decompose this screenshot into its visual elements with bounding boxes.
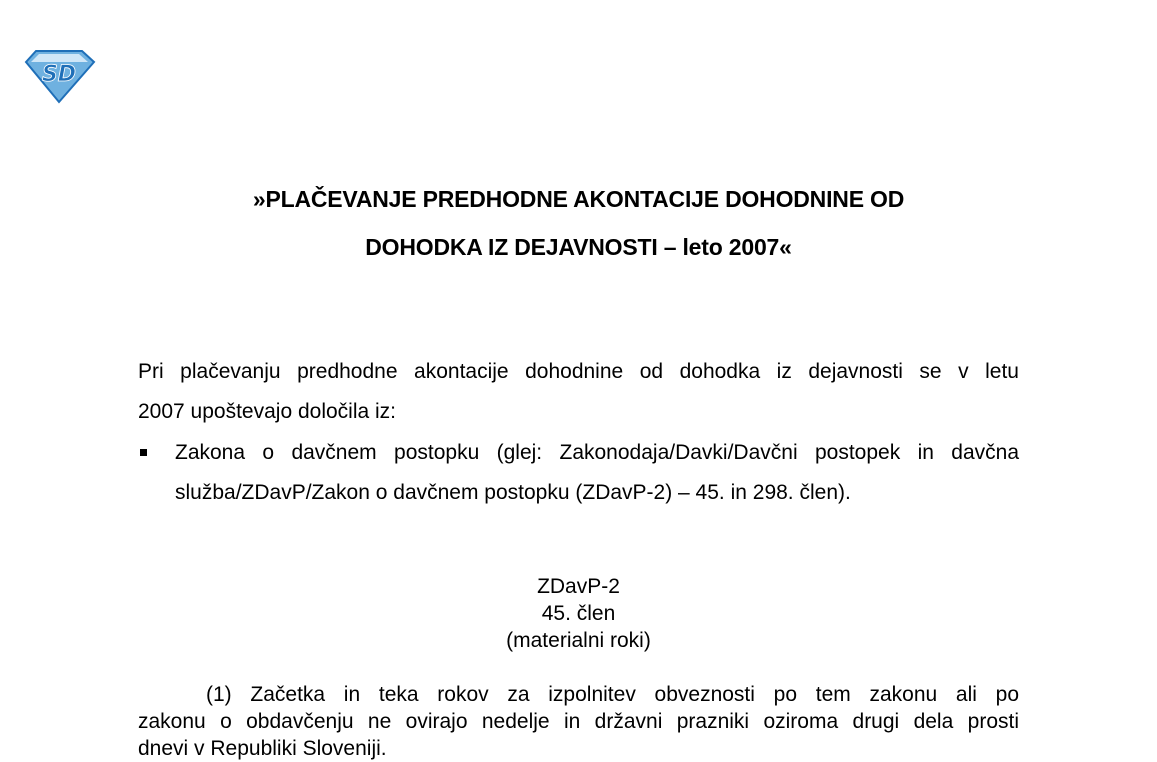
paragraph-line-1: (1) Začetka in teka rokov za izpolnitev obveznosti po tem zakonu ali po	[206, 683, 1019, 706]
paragraph-line-2: zakonu o obdavčenju ne ovirajo nedelje in državni prazniki oziroma drugi dela prosti	[138, 710, 1019, 733]
logo-shield-highlight	[31, 54, 88, 62]
bullet-line-2: služba/ZDavP/Zakon o davčnem postopku (ZDavP-2) – 45. in 298. člen).	[175, 481, 851, 504]
paragraph-line-3: dnevi v Republiki Sloveniji.	[138, 737, 387, 760]
intro-line-1: Pri plačevanju predhodne akontacije dohodnine od dohodka iz dejavnosti se v letu	[138, 360, 1019, 383]
document-title-line-2: DOHODKA IZ DEJAVNOSTI – leto 2007«	[365, 234, 792, 260]
article-heading: (materialni roki)	[506, 629, 651, 652]
bullet-text	[175, 433, 1019, 513]
logo-lettering: SD	[41, 62, 77, 87]
sd-logo	[22, 48, 96, 104]
article-number: 45. člen	[541, 602, 616, 625]
article-paragraph-1	[138, 681, 1019, 762]
bullet-line-1: Zakona o davčnem postopku (glej: Zakonodaja/Davki/Davčni postopek in davčna	[175, 441, 1019, 464]
square-bullet-icon	[140, 449, 147, 456]
document-title-line-1: »PLAČEVANJE PREDHODNE AKONTACIJE DOHODNINE OD	[252, 186, 905, 212]
intro-line-2: 2007 upoštevajo določila iz:	[138, 400, 397, 423]
intro-paragraph	[138, 352, 1019, 432]
article-law-name: ZDavP-2	[537, 575, 620, 598]
